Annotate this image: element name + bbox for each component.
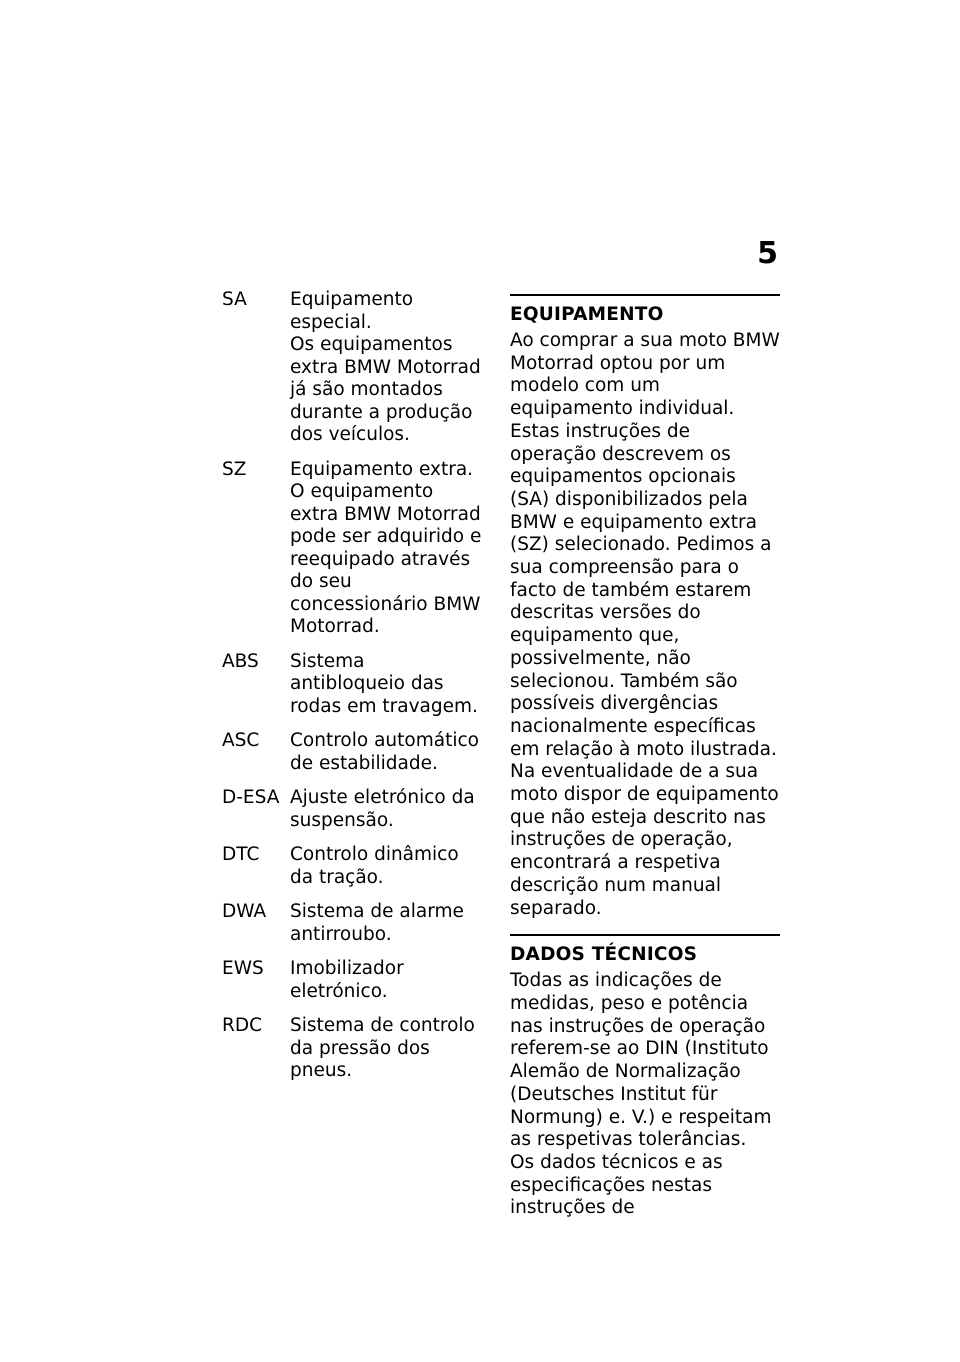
paragraph: Todas as indicações de medidas, peso e potência nas instruções de operação referem-se ao DIN (Instituto Alemão de Normalização (Deutsches Institut für Normung) e. V.) e respeitam as respetivas tolerâncias.: [510, 970, 772, 1151]
definition-title: Equipamento extra.: [290, 458, 474, 480]
abbreviation-list: [222, 289, 484, 1095]
definition-text: Os equipamentos extra BMW Motorrad já são montados durante a produção dos veículos.: [290, 334, 481, 445]
abbreviation-definition: Sistema de controlo da pressão dos pneus.: [290, 1015, 475, 1081]
abbreviation-term: ASC: [222, 730, 260, 751]
abbreviation-definition: Sistema antibloqueio das rodas em travagem.: [290, 650, 478, 717]
abbreviation-term: EWS: [222, 958, 264, 979]
abbreviation-term: D-ESA: [222, 787, 280, 808]
content-column: [510, 294, 780, 1234]
abbreviation-term: SZ: [222, 458, 247, 480]
section-heading: DADOS TÉCNICOS: [510, 944, 698, 966]
abbreviation-definition: Ajuste eletrónico da suspensão.: [290, 787, 475, 831]
abbreviation-row: [222, 459, 484, 639]
abbreviation-row: [222, 844, 484, 889]
section-divider: [510, 294, 780, 296]
page-number: 5: [757, 236, 778, 271]
section-equipamento: [510, 294, 780, 920]
definition-text: O equipamento extra BMW Motorrad pode ser adquirido e reequipado através do seu concessionário BMW Motorrad.: [290, 481, 482, 637]
section-divider: [510, 934, 780, 936]
abbreviation-term: DTC: [222, 844, 260, 865]
section-heading: EQUIPAMENTO: [510, 304, 664, 325]
abbreviation-row: [222, 958, 484, 1003]
abbreviation-row: [222, 651, 484, 719]
abbreviation-term: RDC: [222, 1015, 263, 1036]
abbreviation-term: ABS: [222, 650, 259, 672]
abbreviation-row: [222, 730, 484, 775]
abbreviation-definition: Sistema de alarme antirroubo.: [290, 901, 464, 945]
abbreviation-definition: [290, 289, 484, 447]
abbreviation-row: [222, 1015, 484, 1083]
section-dados-tecnicos: [510, 934, 780, 1220]
abbreviation-row: [222, 901, 484, 946]
definition-title: Equipamento especial.: [290, 289, 414, 333]
paragraph: Na eventualidade de a sua moto dispor de equipamento que não esteja descrito nas instruções de operação, encontrará a respetiva descrição num manual separado.: [510, 761, 779, 919]
abbreviation-definition: Imobilizador eletrónico.: [290, 958, 404, 1002]
paragraph: Os dados técnicos e as especificações nestas instruções de: [510, 1151, 723, 1219]
abbreviation-row: [222, 289, 484, 447]
abbreviation-definition: [290, 459, 484, 639]
abbreviation-term: SA: [222, 289, 247, 310]
abbreviation-row: [222, 787, 484, 832]
abbreviation-term: DWA: [222, 901, 267, 922]
abbreviation-definition: Controlo dinâmico da tração.: [290, 844, 459, 888]
paragraph: Ao comprar a sua moto BMW Motorrad optou por um modelo com um equipamento individual. Estas instruções de operação descrevem os equipamentos opcionais (SA) disponibilizados pela BMW e equipamento extra (SZ) selecionado. Pedimos a sua compreensão para o facto de também estarem descritas versões do equipamento que, possivelmente, não selecionou. Também são possíveis divergências nacionalmente específicas em relação à moto ilustrada.: [510, 330, 780, 760]
abbreviation-definition: Controlo automático de estabilidade.: [290, 730, 479, 774]
